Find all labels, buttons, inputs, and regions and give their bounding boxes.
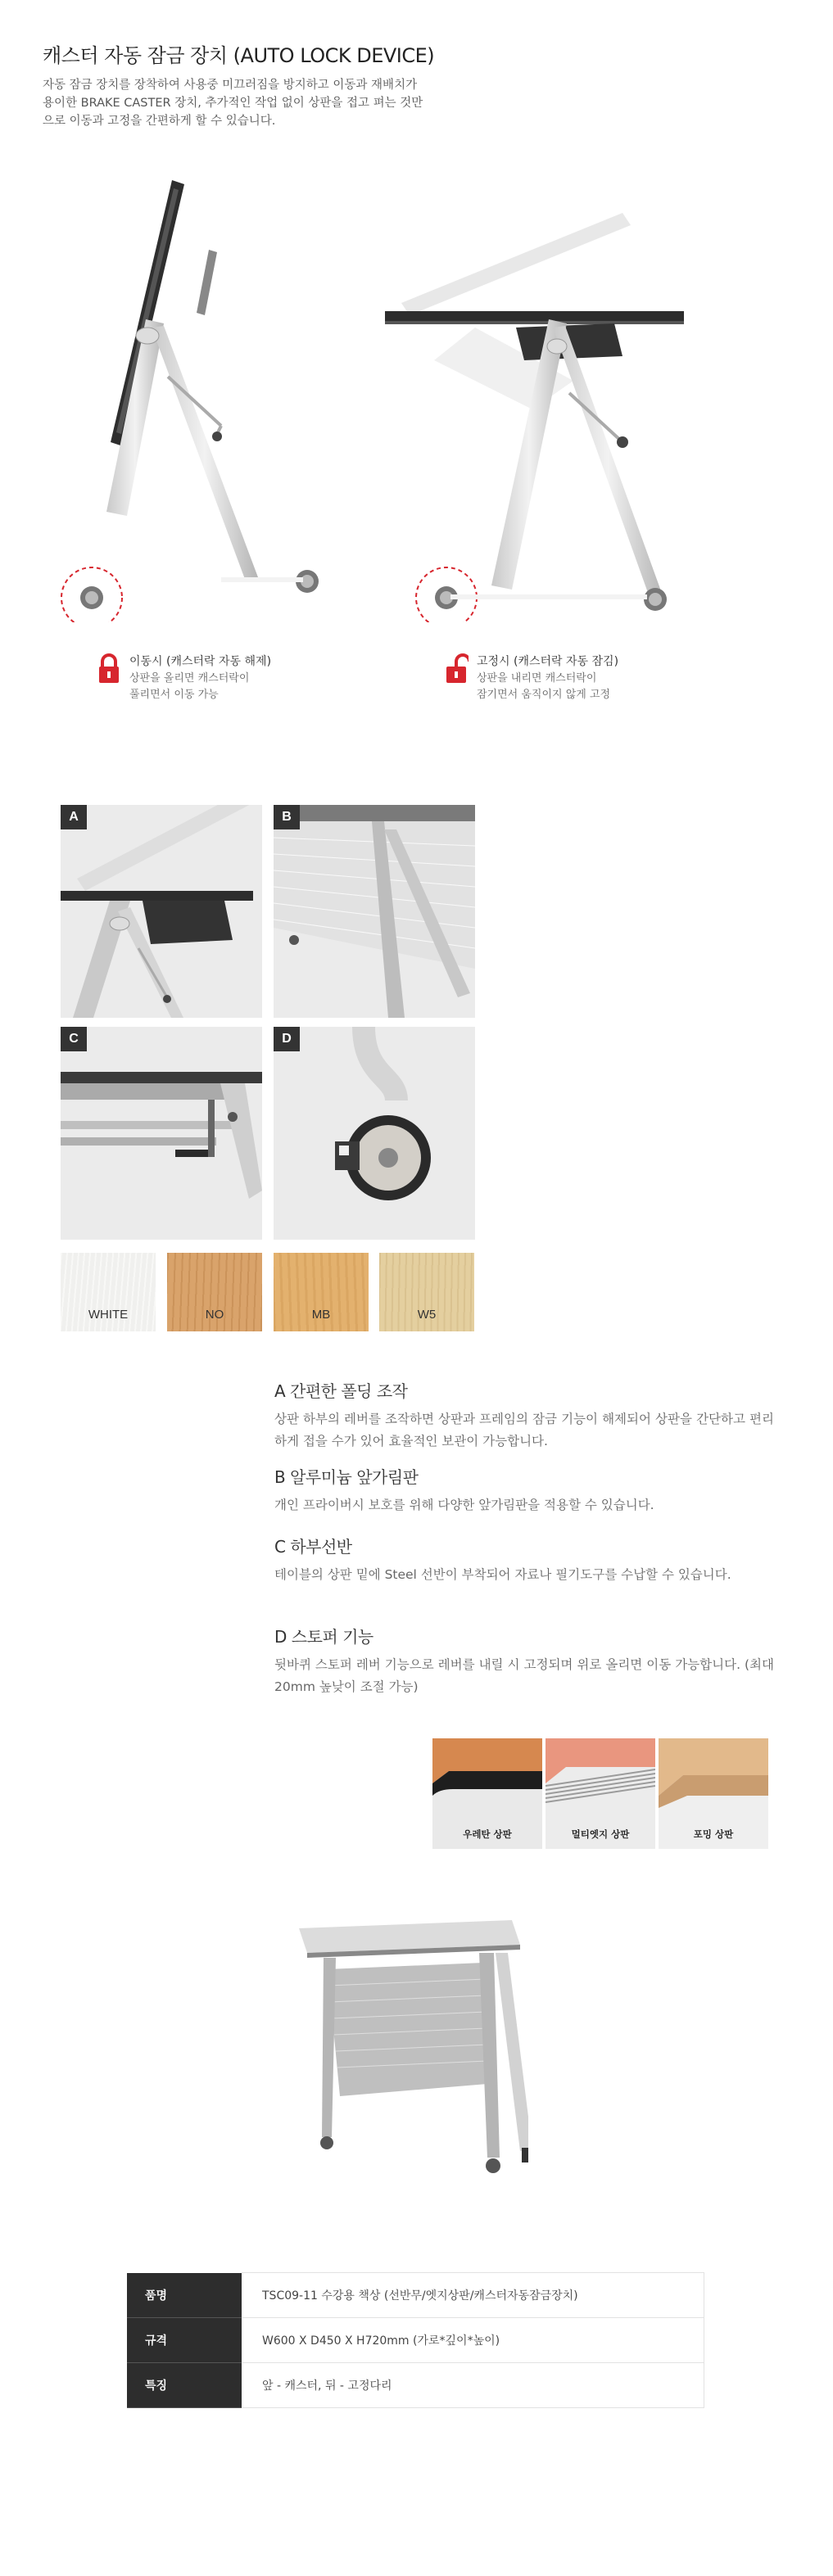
spec-value: 앞 - 캐스터, 뒤 - 고정다리 [242, 2363, 704, 2408]
feature-title: B 알루미늄 앞가림판 [274, 1467, 419, 1487]
caster-stopper-detail-image [274, 1027, 475, 1240]
state-title: 이동시 (캐스터락 자동 해제) [129, 655, 272, 668]
edge-label: 포밍 상판 [693, 1828, 734, 1840]
spec-value: TSC09-11 수강용 책상 (선반무/엣지상판/캐스터자동잠금장치) [242, 2273, 704, 2318]
feature-title: D 스토퍼 기능 [274, 1627, 373, 1647]
desk-product-image [291, 1920, 528, 2182]
modesty-panel-detail-image [274, 805, 475, 1018]
state-title: 고정시 (캐스터락 자동 잠김) [477, 655, 619, 668]
feature-b [274, 1464, 774, 1516]
unlocked-lock-icon [444, 653, 469, 685]
folded-table-image [49, 164, 344, 622]
panel-tag: D [274, 1027, 300, 1051]
intro-text: 자동 잠금 장치를 장착하여 사용중 미끄러짐을 방지하고 이동과 재배치가 용이한 BRAKE CASTER 장치, 추가적인 작업 없이 상판을 접고 펴는 것만으로 이동과 고정을 간편하게 할 수 있습니다. [43, 79, 423, 128]
detail-panel-c [61, 1027, 262, 1240]
color-swatch-no [167, 1253, 262, 1331]
edge-type-urethane [432, 1738, 542, 1849]
spec-head: 특징 [127, 2363, 242, 2408]
color-swatch-w5 [379, 1253, 474, 1331]
unfolded-table-image [385, 197, 696, 622]
state-desc [129, 671, 249, 703]
shelf-detail-image [61, 1027, 262, 1240]
swatch-label: MB [311, 1308, 331, 1322]
page-title: 캐스터 자동 잠금 장치 (AUTO LOCK DEVICE) [43, 44, 435, 67]
feature-title: A 간편한 폴딩 조작 [274, 1381, 408, 1401]
state-desc [477, 671, 610, 703]
swatch-label: W5 [417, 1308, 437, 1322]
feature-a [274, 1378, 774, 1453]
fixed-state-caption [444, 653, 706, 710]
spec-head: 규격 [127, 2318, 242, 2363]
feature-title: C 하부선반 [274, 1537, 352, 1557]
state-desc-line: 상판을 내리면 캐스터락이 [477, 672, 597, 685]
panel-tag: A [61, 805, 87, 829]
spec-table [127, 2272, 704, 2408]
swatch-label: NO [205, 1308, 224, 1322]
spec-head: 품명 [127, 2273, 242, 2318]
swatch-label: WHITE [88, 1308, 129, 1322]
panel-tag: B [274, 805, 300, 829]
edge-type-multi [546, 1738, 655, 1849]
spec-value: W600 X D450 X H720mm (가로*깊이*높이) [242, 2318, 704, 2363]
edge-label: 우레탄 상판 [463, 1828, 512, 1840]
feature-desc: 상판 하부의 레버를 조작하면 상판과 프레임의 잠금 기능이 해제되어 상판을 간단하고 편리하게 접을 수가 있어 효율적인 보관이 가능합니다. [274, 1412, 774, 1448]
folding-detail-image [61, 805, 262, 1018]
detail-panel-d [274, 1027, 475, 1240]
edge-type-forming [659, 1738, 768, 1849]
table-row [127, 2273, 704, 2318]
detail-panel-b [274, 805, 475, 1018]
feature-c [274, 1534, 774, 1586]
feature-d [274, 1624, 774, 1698]
feature-desc: 테이블의 상판 밑에 Steel 선반이 부착되어 자료나 필기도구를 수납할 수 있습니다. [274, 1567, 731, 1582]
table-row [127, 2318, 704, 2363]
detail-panel-a [61, 805, 262, 1018]
moving-state-caption [97, 653, 359, 710]
state-desc-line: 상판을 올리면 캐스터락이 [129, 672, 250, 685]
state-desc-line: 잠기면서 움직이지 않게 고정 [477, 689, 611, 701]
state-desc-line: 풀리면서 이동 가능 [129, 689, 219, 701]
feature-desc: 뒷바퀴 스토퍼 레버 기능으로 레버를 내릴 시 고정되며 위로 올리면 이동 가능합니다. (최대 20mm 높낮이 조절 가능) [274, 1657, 774, 1694]
color-swatch-white [61, 1253, 156, 1331]
locked-lock-icon [97, 653, 121, 685]
feature-desc: 개인 프라이버시 보호를 위해 다양한 앞가림판을 적용할 수 있습니다. [274, 1498, 654, 1512]
edge-label: 멀티엣지 상판 [571, 1828, 630, 1840]
table-row [127, 2363, 704, 2408]
color-swatch-mb [274, 1253, 369, 1331]
panel-tag: C [61, 1027, 87, 1051]
